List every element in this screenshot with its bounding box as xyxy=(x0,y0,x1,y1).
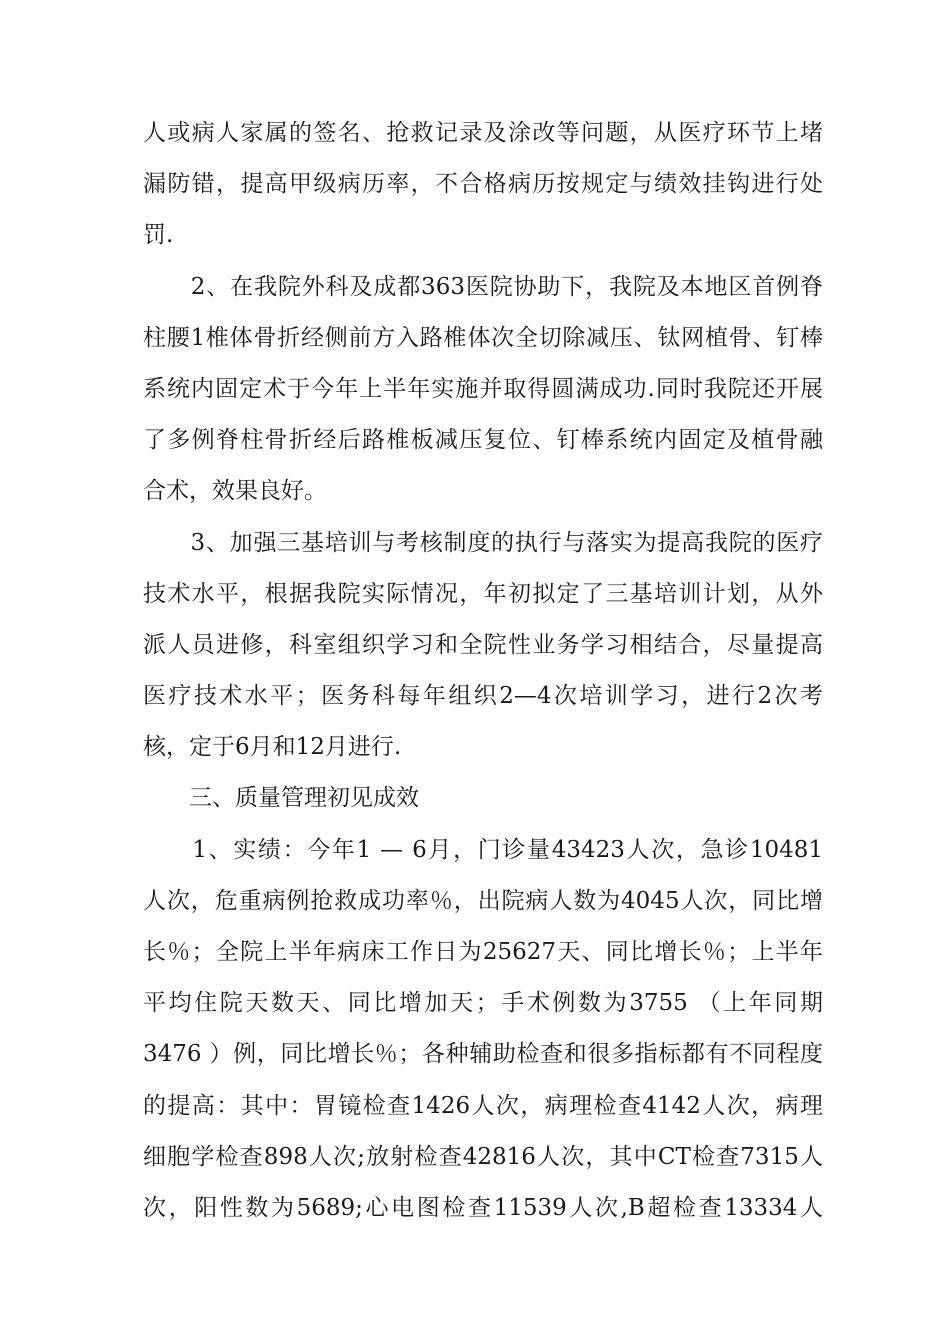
text-line: 长％；全院上半年病床工作日为25627天、同比增长％；上半年 xyxy=(143,939,823,965)
text-line: 柱腰1椎体骨折经侧前方入路椎体次全切除减压、钛网植骨、钉棒 xyxy=(143,324,823,351)
text-line: 2、在我院外科及成都363医院协助下，我院及本地区首例脊 xyxy=(143,273,823,300)
text-line: 3476 ）例，同比增长％；各种辅助检查和很多指标都有不同程度 xyxy=(143,1041,823,1068)
text-line: 医疗技术水平；医务科每年组织2—4次培训学习，进行2次考 xyxy=(143,683,823,710)
text-line: 漏防错，提高甲级病历率，不合格病历按规定与绩效挂钩进行处 xyxy=(143,171,823,198)
text-line: 派人员进修，科室组织学习和全院性业务学习相结合，尽量提高 xyxy=(143,631,823,658)
text-line: 罚. xyxy=(143,222,174,249)
text-line: 人次，危重病例抢救成功率％，出院病人数为4045人次，同比增 xyxy=(143,887,823,914)
text-line: 细胞学检查898人次;放射检查42816人次，其中CT检查7315人 xyxy=(143,1143,823,1170)
text-line: 次，阳性数为5689;心电图检查11539人次,B超检查13334人 xyxy=(143,1194,823,1221)
text-line: 人或病人家属的签名、抢救记录及涂改等问题，从医疗环节上堵 xyxy=(143,120,823,146)
text-line: 核，定于6月和12月进行. xyxy=(143,734,402,761)
text-line: 3、加强三基培训与考核制度的执行与落实为提高我院的医疗 xyxy=(143,529,823,556)
text-line: 合术，效果良好。 xyxy=(143,478,327,505)
text-line: 三、质量管理初见成效 xyxy=(143,785,419,812)
text-line: 系统内固定术于今年上半年实施并取得圆满成功.同时我院还开展 xyxy=(143,375,823,402)
text-line: 技术水平，根据我院实际情况，年初拟定了三基培训计划，从外 xyxy=(143,580,823,607)
text-line: 的提高：其中：胃镜检查1426人次，病理检查4142人次，病理 xyxy=(143,1092,823,1119)
text-line: 了多例脊柱骨折经后路椎板减压复位、钉棒系统内固定及植骨融 xyxy=(143,427,823,454)
text-line: 平均住院天数天、同比增加天；手术例数为3755 （上年同期 xyxy=(143,990,823,1017)
document-body xyxy=(143,108,823,1234)
text-line: 1、实绩：今年1 — 6月，门诊量43423人次，急诊10481 xyxy=(143,836,823,863)
